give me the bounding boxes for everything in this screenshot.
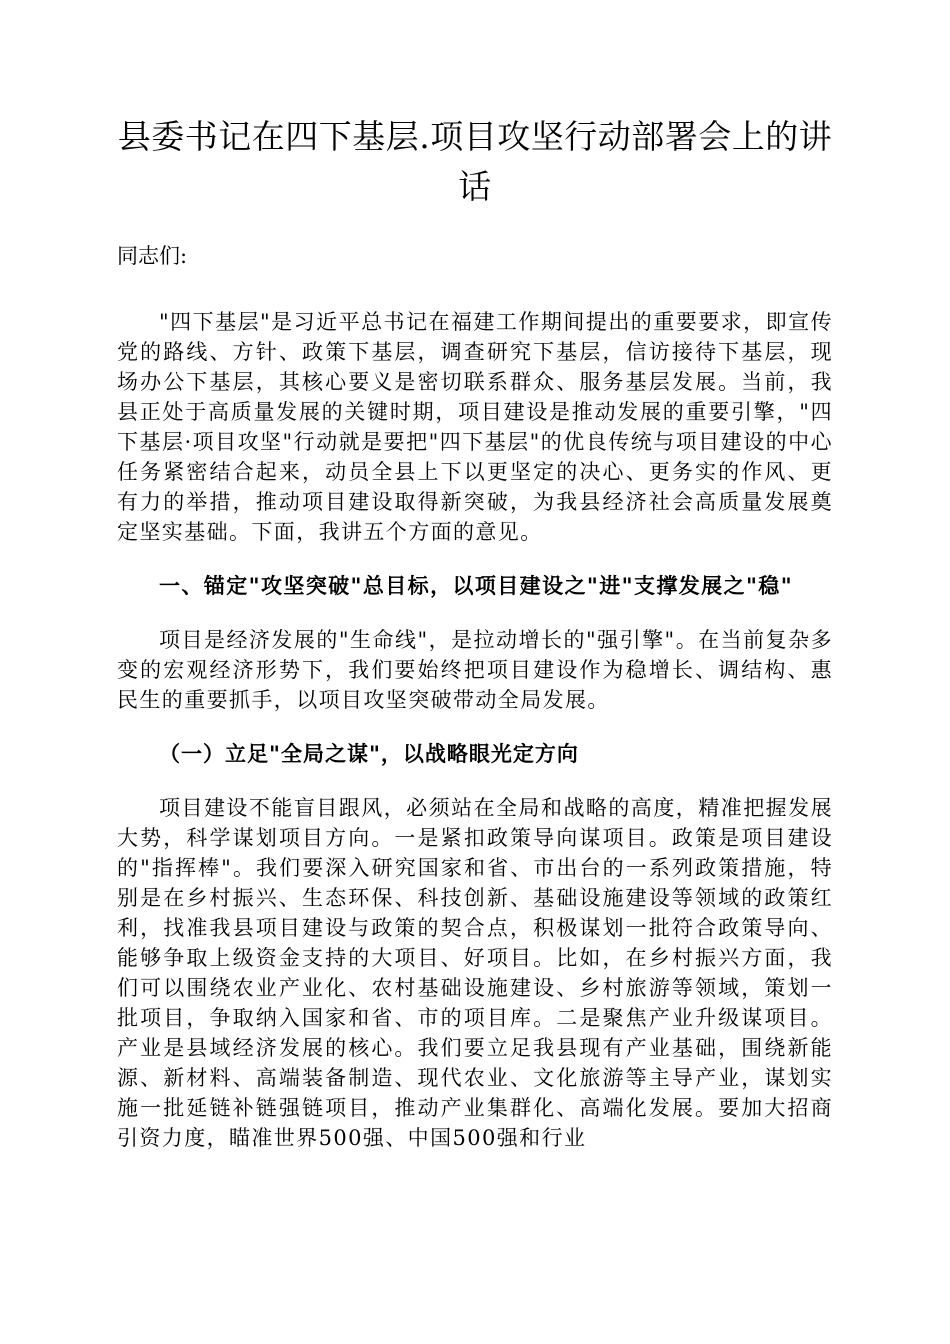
section-1-paragraph: 项目是经济发展的"生命线"，是拉动增长的"强引擎"。在当前复杂多变的宏观经济形势下，我们要始终把项目建设作为稳增长、调结构、惠民生的重要抓手，以项目攻坚突破带动全局发展。 [117,628,833,712]
document-body [117,112,833,1153]
salutation: 同志们: [117,244,188,268]
intro-paragraph: "四下基层"是习近平总书记在福建工作期间提出的重要要求，即宣传党的路线、方针、政策下基层，调查研究下基层，信访接待下基层，现场办公下基层，其核心要义是密切联系群众、服务基层发展。当前，我县正处于高质量发展的关键时期，项目建设是推动发展的重要引擎，"四下基层·项目攻坚"行动就是要把"四下基层"的优良传统与项目建设的中心任务紧密结合起来，动员全县上下以更坚定的决心、更务实的作风、更有力的举措，推动项目建设取得新突破，为我县经济社会高质量发展奠定坚实基础。下面，我讲五个方面的意见。 [117,310,833,544]
document-title: 县委书记在四下基层.项目攻坚行动部署会上的讲话 [117,117,833,206]
subsection-1-paragraph: 项目建设不能盲目跟风，必须站在全局和战略的高度，精准把握发展大势，科学谋划项目方向。一是紧扣政策导向谋项目。政策是项目建设的"指挥棒"。我们要深入研究国家和省、市出台的一系列政策措施，特别是在乡村振兴、生态环保、科技创新、基础设施建设等领域的政策红利，找准我县项目建设与政策的契合点，积极谋划一批符合政策导向、能够争取上级资金支持的大项目、好项目。比如，在乡村振兴方面，我们可以围绕农业产业化、农村基础设施建设、乡村旅游等领域，策划一批项目，争取纳入国家和省、市的项目库。二是聚焦产业升级谋项目。产业是县域经济发展的核心。我们要立足我县现有产业基础，围绕新能源、新材料、高端装备制造、现代农业、文化旅游等主导产业，谋划实施一批延链补链强链项目，推动产业集群化、高端化发展。要加大招商引资力度，瞄准世界500强、中国500强和行业 [117,796,833,1150]
section-heading-1: 一、锚定"攻坚突破"总目标，以项目建设之"进"支撑发展之"稳" [159,573,794,598]
subsection-heading-1: （一）立足"全局之谋"，以战略眼光定方向 [159,741,579,766]
